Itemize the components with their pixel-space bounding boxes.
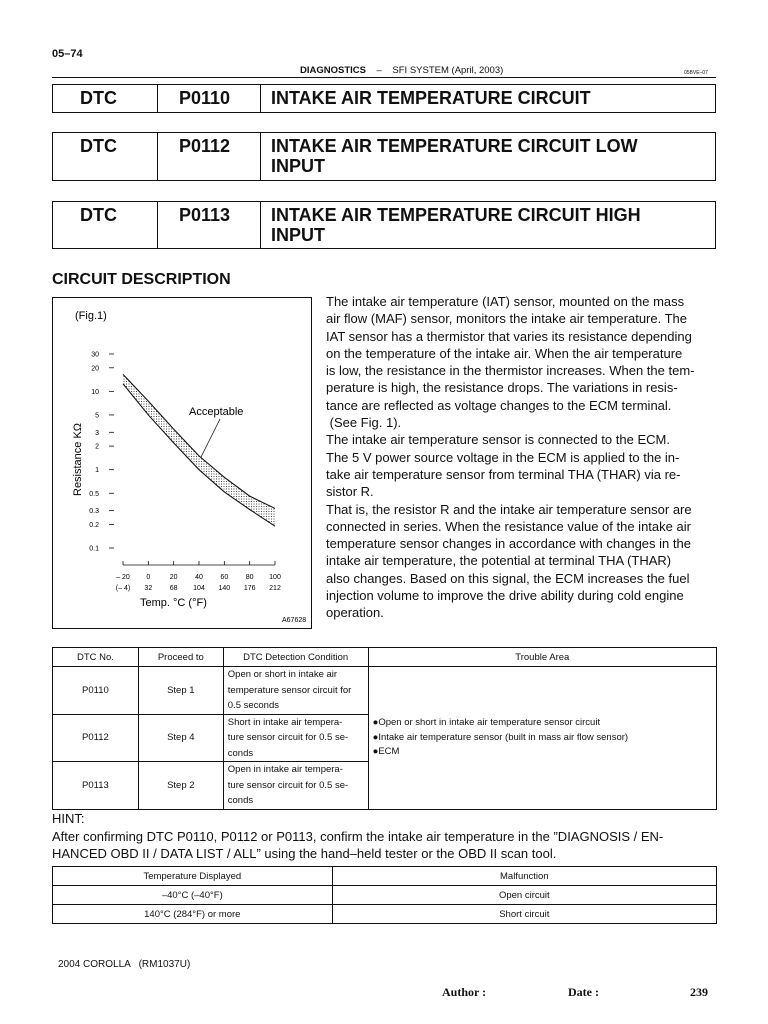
description-line: operation. bbox=[326, 605, 384, 621]
dtc-title-line: INTAKE AIR TEMPERATURE CIRCUIT HIGH bbox=[271, 205, 641, 225]
table-header-row bbox=[53, 648, 717, 667]
trouble-area-item bbox=[373, 745, 716, 760]
section-title: CIRCUIT DESCRIPTION bbox=[52, 271, 231, 288]
header-dash: – bbox=[376, 65, 382, 76]
description-line: IAT sensor has a thermistor that varies its resistance depending bbox=[326, 328, 692, 344]
trouble-area bbox=[368, 667, 716, 810]
header-rule bbox=[52, 77, 716, 78]
condition-line: conds bbox=[227, 795, 254, 806]
y-tick-label: 0.2 bbox=[89, 521, 99, 529]
running-header bbox=[300, 65, 503, 76]
proceed-step: Step 4 bbox=[138, 714, 223, 762]
trouble-area-item bbox=[373, 716, 716, 731]
description-line: sistor R. bbox=[326, 484, 374, 500]
description-line: intake air temperature, the potential at terminal THA (THAR) bbox=[326, 553, 672, 569]
malfunction: Short circuit bbox=[332, 905, 716, 924]
dtc-header-p0113 bbox=[52, 201, 716, 249]
detection-condition bbox=[223, 667, 368, 715]
hint bbox=[52, 810, 663, 863]
trouble-area-text: ECM bbox=[378, 746, 400, 757]
condition-line: temperature sensor circuit for bbox=[227, 684, 352, 696]
footer-page-number: 239 bbox=[690, 985, 708, 999]
dtc-label: DTC bbox=[53, 133, 158, 180]
table-row bbox=[53, 886, 717, 905]
trouble-area-item bbox=[373, 731, 716, 746]
figure-box bbox=[52, 297, 312, 629]
x-tick-label-f: 68 bbox=[169, 585, 178, 592]
x-axis-label: Temp. °C (°F) bbox=[140, 597, 207, 609]
bullet-icon: ● bbox=[372, 731, 379, 743]
description-line: air flow (MAF) sensor, monitors the intake air temperature. The bbox=[326, 311, 688, 327]
description-line: injection volume to improve the drive ability during cold engine bbox=[326, 588, 684, 604]
dtc-number: P0112 bbox=[53, 714, 139, 762]
dtc-header-p0110 bbox=[52, 84, 716, 113]
description-line: tance are reflected as voltage changes to the ECM terminal. bbox=[326, 397, 672, 413]
table-row bbox=[53, 905, 717, 924]
condition-line: Short in intake air tempera- bbox=[227, 716, 343, 728]
trouble-area-text: Intake air temperature sensor (built in mass air flow sensor) bbox=[378, 731, 629, 743]
hint-line: After confirming DTC P0110, P0112 or P0113, confirm the intake air temperature in the ”DIAGNOSIS / EN- bbox=[52, 828, 664, 844]
description-line: temperature sensor changes in accordance with changes in the bbox=[326, 536, 691, 552]
acceptable-annotation: Acceptable bbox=[189, 406, 244, 418]
condition-line: Open in intake air tempera- bbox=[227, 764, 343, 775]
description-line: The intake air temperature sensor is connected to the ECM. bbox=[326, 432, 670, 448]
trouble-area-text: Open or short in intake air temperature sensor circuit bbox=[378, 717, 601, 728]
description-line: also changes. Based on this signal, the ECM increases the fuel bbox=[326, 570, 690, 586]
footer-model: 2004 COROLLA (RM1037U) bbox=[58, 959, 191, 970]
figure-code: A67628 bbox=[282, 617, 307, 624]
figure-label: (Fig.1) bbox=[75, 310, 107, 322]
dtc-number: P0113 bbox=[53, 762, 139, 810]
bullet-icon: ● bbox=[372, 746, 379, 757]
page-number: 05–74 bbox=[52, 48, 83, 60]
dtc-title-line: INPUT bbox=[271, 156, 325, 176]
x-tick-label-f: (– 4) bbox=[115, 585, 131, 592]
band-upper-line bbox=[123, 374, 275, 508]
x-tick-label: 0 bbox=[146, 574, 151, 581]
condition-line: Open or short in intake air bbox=[227, 669, 338, 680]
dtc-title-line: INTAKE AIR TEMPERATURE CIRCUIT LOW bbox=[271, 136, 638, 156]
description-line: That is, the resistor R and the intake air temperature sensor are bbox=[326, 501, 692, 517]
description-line: is low, the resistance in the thermistor increases. When the tem- bbox=[326, 363, 695, 379]
table-header-row bbox=[53, 867, 717, 886]
x-tick-label-f: 104 bbox=[193, 585, 205, 592]
dtc-table bbox=[52, 647, 717, 810]
column-header: DTC Detection Condition bbox=[223, 648, 368, 667]
x-tick-label-f: 32 bbox=[144, 585, 153, 592]
hint-line: HANCED OBD II / DATA LIST / ALL” using the hand–held tester or the OBD II scan tool. bbox=[52, 846, 557, 861]
y-tick-label: 10 bbox=[91, 388, 99, 396]
column-header: Temperature Displayed bbox=[53, 867, 333, 886]
temperature-displayed: –40°C (–40°F) bbox=[53, 886, 333, 905]
x-tick-label: 60 bbox=[220, 574, 229, 581]
dtc-code: P0112 bbox=[158, 133, 261, 180]
header-code: 05BVE–07 bbox=[684, 70, 708, 76]
description-line: on the temperature of the intake air. When the air temperature bbox=[326, 345, 683, 361]
condition-line: ture sensor circuit for 0.5 se- bbox=[227, 732, 349, 743]
resistance-chart bbox=[53, 298, 311, 628]
dtc-header-p0112 bbox=[52, 132, 716, 181]
column-header: Trouble Area bbox=[368, 648, 716, 667]
description-line: The intake air temperature (IAT) sensor, mounted on the mass bbox=[326, 294, 685, 309]
description-line: connected in series. When the resistance value of the intake air bbox=[326, 518, 691, 534]
dtc-title bbox=[261, 202, 715, 248]
temperature-displayed: 140°C (284°F) or more bbox=[53, 905, 333, 924]
y-axis-label: Resistance KΩ bbox=[72, 422, 84, 496]
x-tick-label: 80 bbox=[245, 574, 254, 581]
description-line: The 5 V power source voltage in the ECM is applied to the in- bbox=[326, 449, 680, 465]
x-tick-label: – 20 bbox=[116, 574, 130, 581]
dtc-label: DTC bbox=[53, 85, 158, 112]
y-tick-label: 0.5 bbox=[89, 490, 99, 498]
y-tick-label: 0.3 bbox=[89, 508, 99, 516]
table-row bbox=[53, 667, 717, 715]
column-header: Proceed to bbox=[138, 648, 223, 667]
author-label: Author : bbox=[442, 985, 487, 999]
dtc-title-line: INPUT bbox=[271, 225, 325, 245]
detection-condition bbox=[223, 714, 368, 762]
hint-label: HINT: bbox=[52, 811, 85, 826]
y-tick-label: 30 bbox=[91, 351, 99, 359]
y-tick-label: 5 bbox=[95, 412, 99, 420]
bullet-icon: ● bbox=[372, 717, 379, 728]
x-tick-label: 100 bbox=[269, 574, 281, 581]
header-section: DIAGNOSTICS bbox=[300, 65, 366, 76]
description-line: (See Fig. 1). bbox=[326, 415, 402, 431]
y-tick-label: 1 bbox=[95, 467, 99, 475]
x-tick-label-f: 176 bbox=[243, 585, 256, 592]
condition-line: ture sensor circuit for 0.5 se- bbox=[227, 779, 349, 791]
chart-plot bbox=[89, 352, 281, 593]
dtc-code: P0110 bbox=[158, 85, 261, 112]
dtc-title bbox=[261, 85, 715, 112]
description-line: perature is high, the resistance drops. The variations in resis- bbox=[326, 380, 678, 396]
proceed-step: Step 2 bbox=[138, 762, 223, 810]
dtc-code: P0113 bbox=[158, 202, 261, 248]
circuit-description bbox=[326, 293, 720, 622]
acceptable-band bbox=[123, 374, 275, 526]
description-line: take air temperature sensor from terminal THA (THAR) via re- bbox=[326, 466, 681, 482]
y-tick-label: 3 bbox=[95, 429, 99, 437]
dtc-title-line: INTAKE AIR TEMPERATURE CIRCUIT bbox=[271, 88, 591, 108]
x-tick-label: 20 bbox=[169, 574, 178, 581]
x-tick-label: 40 bbox=[195, 574, 203, 581]
column-header: Malfunction bbox=[332, 867, 716, 886]
header-system: SFI SYSTEM (April, 2003) bbox=[392, 65, 504, 76]
proceed-step: Step 1 bbox=[138, 667, 223, 715]
condition-line: conds bbox=[227, 747, 254, 759]
detection-condition bbox=[223, 762, 368, 810]
dtc-label: DTC bbox=[53, 202, 158, 248]
condition-line: 0.5 seconds bbox=[227, 700, 279, 711]
column-header: DTC No. bbox=[53, 648, 139, 667]
y-tick-label: 2 bbox=[95, 443, 99, 451]
y-tick-label: 20 bbox=[91, 365, 99, 373]
x-tick-label-f: 212 bbox=[269, 585, 281, 592]
malfunction: Open circuit bbox=[332, 886, 716, 905]
x-tick-label-f: 140 bbox=[218, 585, 231, 592]
annotation-leader bbox=[198, 419, 220, 463]
y-tick-label: 0.1 bbox=[89, 545, 99, 553]
temperature-table bbox=[52, 866, 717, 924]
dtc-title bbox=[261, 133, 715, 180]
date-label: Date : bbox=[568, 985, 599, 999]
dtc-number: P0110 bbox=[53, 667, 139, 715]
